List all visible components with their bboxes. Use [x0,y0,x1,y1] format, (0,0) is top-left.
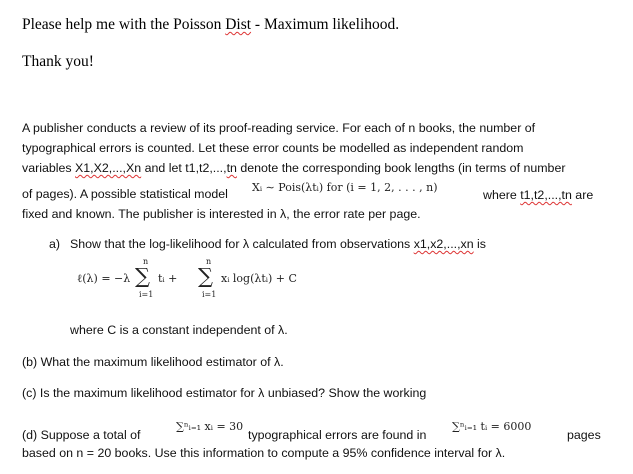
sum-errors-formula: ∑ⁿᵢ₌₁ xᵢ = 30 [176,420,244,433]
paragraph-line-1: A publisher conducts a review of its proof-reading service. For each of n books, the number of [22,121,536,135]
formula-term2: xᵢ log(λtᵢ) + C [221,272,297,285]
paragraph-line-4-start: of pages). A possible statistical model [22,187,228,201]
misspelled-word: Dist [225,16,252,33]
sum1-upper: n [143,257,149,266]
model-formula: Xᵢ ∼ Pois(λtᵢ) for (i = 1, 2, . . . , n) [252,181,438,194]
paragraph-line-5: fixed and known. The publisher is interested in λ, the error rate per page. [22,207,421,221]
sum2-sigma: ∑ [198,264,213,288]
request-line: Please help me with the Poisson Dist - Maximum likelihood. [22,16,400,33]
paragraph-line-4-end: where t1,t2,...,tn are [483,188,594,202]
sum2-upper: n [206,257,212,266]
question-d-end: pages [567,428,601,442]
sum1-sigma: ∑ [135,264,150,288]
sum-pages-formula: ∑ⁿᵢ₌₁ tᵢ = 6000 [452,420,532,433]
constant-note: where C is a constant independent of λ. [70,323,288,337]
question-a-text: Show that the log-likelihood for λ calculated from observations x1,x2,...,xn is [70,237,487,251]
paragraph-line-3: variables X1,X2,...,Xn and let t1,t2,...,tn denote the corresponding book lengths (in terms of number [22,161,566,175]
formula-term1: tᵢ + [158,272,178,285]
sum1-lower: i=1 [139,290,154,299]
question-b: (b) What the maximum likelihood estimator of λ. [22,355,284,369]
ts-squiggle: t1,t2,...,tn [520,188,572,202]
question-d-middle: typographical errors are found in [248,428,427,442]
formula-lhs: ℓ(λ) = −λ [77,272,131,285]
observations-squiggle: x1,x2,...,xn [413,237,474,251]
question-a-label: a) [49,237,61,251]
question-d-start: (d) Suppose a total of [22,428,141,442]
variables-squiggle: X1,X2,...,Xn [75,161,142,175]
question-d-line-2: based on n = 20 books. Use this information to compute a 95% confidence interval for λ. [22,446,506,460]
sum2-lower: i=1 [202,290,217,299]
tn-squiggle: tn [226,161,237,175]
question-c: (c) Is the maximum likelihood estimator for λ unbiased? Show the working [22,386,427,400]
thanks-line: Thank you! [22,53,94,70]
paragraph-line-2: typographical errors is counted. Let these error counts be modelled as independent random [22,141,524,155]
